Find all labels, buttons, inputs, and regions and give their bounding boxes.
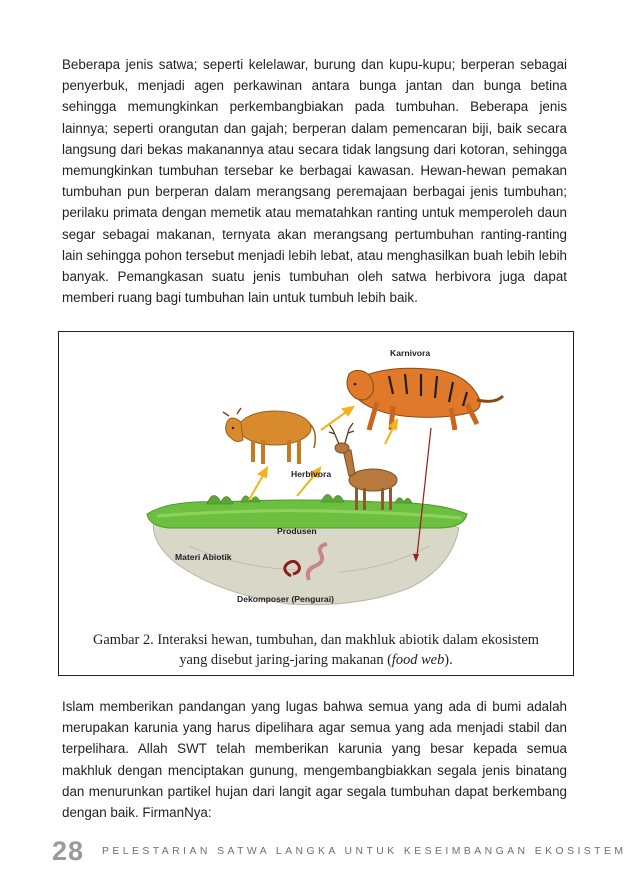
- caption-text-end: ).: [444, 652, 453, 668]
- label-karnivora: Karnivora: [390, 348, 431, 358]
- label-materi-abiotik: Materi Abiotik: [175, 552, 232, 562]
- caption-line-1: Gambar 2. Interaksi hewan, tumbuhan, dan makhluk abiotik dalam ekosistem: [93, 632, 539, 648]
- label-dekomposer: Dekomposer (Pengurai): [237, 594, 334, 604]
- figure-caption: [59, 630, 573, 670]
- caption-line-2: [59, 650, 573, 670]
- caption-italic-term: food web: [391, 652, 445, 668]
- food-web-figure: [58, 331, 574, 676]
- body-paragraph-2: Islam memberikan pandangan yang lugas bahwa semua yang ada di bumi adalah merupakan karunia yang harus dipelihara agar semua yang ada menjadi stabil dan terpelihara. Allah SWT telah memberikan karunia yang besar kepada semua makhluk dengan menciptakan gunung, mengembangbiakkan segala jenis binatang dan menurunkan partikel hujan dari langit agar segala tumbuhan dapat berkembang dengan baik. FirmanNya:: [62, 699, 567, 821]
- tiger-icon: [347, 368, 503, 430]
- label-herbivora: Herbivora: [291, 469, 332, 479]
- caption-text: yang disebut jaring-jaring makanan (: [179, 652, 392, 668]
- body-paragraph-1: Beberapa jenis satwa; seperti kelelawar, burung dan kupu-kupu; berperan sebagai penyerbuk, menjadi agen perkawinan antara bunga jantan dan bunga betina sehingga memungkinkan perkembangbiakan pada tumbuhan. Beberapa jenis lainnya; seperti orangutan dan gajah; berperan dalam pemencaran biji, baik secara langsung dari bekas makanannya atau secara tidak langsung dari kotoran, sehingga memungkinkan tumbuhan tersebar ke berbagai kawasan. Hewan-hewan pemakan tumbuhan pun berperan dalam merangsang peremajaan berbagai jenis tumbuhan; perilaku primata dengan memetik atau mematahkan ranting untuk memperoleh daun segar sebagai makanan, ternyata akan merangsang pertumbuhan ranting-ranting lain sehingga pohon tersebut menjadi lebih lebat, atau menghasilkan buah lebih lebih banyak. Pemangkasan suatu jenis tumbuhan oleh satwa herbivora juga dapat memberi ruang bagi tumbuhan lain untuk tumbuh lebih baik.: [62, 57, 567, 306]
- food-web-illustration: [59, 332, 572, 627]
- page-number: 28: [52, 836, 85, 866]
- running-title: PELESTARIAN SATWA LANGKA UNTUK KESEIMBANGAN EKOSISTEM: [102, 846, 627, 857]
- label-produsen: Produsen: [277, 526, 317, 536]
- cow-icon: [223, 408, 315, 464]
